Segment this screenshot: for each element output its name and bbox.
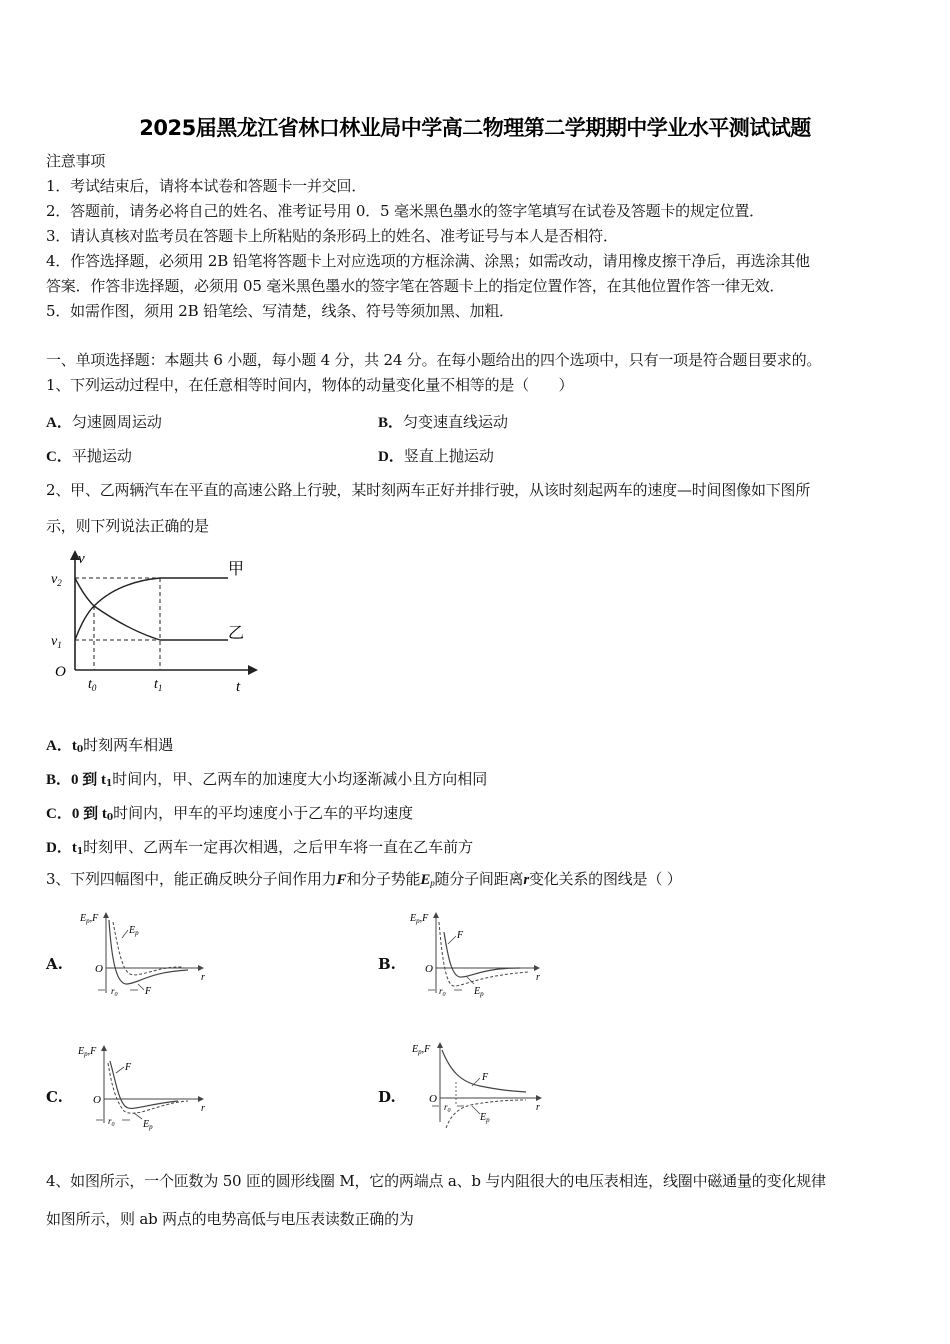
svg-text:Ep: $E_p$: [129, 925, 139, 937]
option-label: B．: [46, 772, 72, 788]
option-label: C．: [46, 449, 72, 465]
svg-text:t1: $t_1$: [154, 677, 163, 693]
notice-item-1: 1．考试结束后，请将本试卷和答题卡一并交回．: [46, 177, 367, 195]
option-text: 竖直上抛运动: [403, 447, 494, 465]
svg-text:r: r: [536, 972, 540, 983]
notice-item-4: 4．作答选择题，必须用 2B 铅笔将答题卡上对应选项的方框涂满、涂黑；如需改动，请用橡皮擦干净后，再选涂其他: [46, 252, 810, 270]
svg-text:O: O: [425, 963, 433, 975]
svg-text:O: O: [93, 1094, 101, 1106]
svg-text:r0: $r_0$: [111, 986, 118, 998]
curve-label-yi: 乙: [228, 625, 245, 642]
option-label: A．: [46, 415, 72, 431]
question-2-stem-line1: 2、甲、乙两辆汽车在平直的高速公路上行驶，某时刻两车正好并排行驶，从该时刻起两车的速度—时间图像如下图所: [46, 481, 811, 499]
q3-option-d[interactable]: D.: [378, 1088, 396, 1106]
svg-text:t0: $t_0$: [88, 677, 97, 693]
option-var: 0 到 t: [71, 806, 107, 822]
svg-text:Ep,F: $E_p,F$: [412, 1044, 431, 1056]
q2-option-d[interactable]: [46, 836, 473, 857]
option-label: D．: [46, 840, 72, 856]
svg-text:F: F: [457, 930, 464, 941]
svg-text:r: r: [536, 1102, 540, 1113]
q3-option-c[interactable]: C.: [46, 1088, 63, 1106]
q1-option-d[interactable]: [378, 445, 494, 466]
option-var-sub: 1: [106, 779, 113, 789]
question-1-stem: 1、下列运动过程中，在任意相等时间内，物体的动量变化量不相等的是（ ）: [46, 376, 574, 394]
option-label: B．: [378, 415, 404, 431]
q2-option-b[interactable]: [46, 768, 487, 789]
notice-heading: 注意事项: [46, 152, 106, 170]
option-text: 时刻甲、乙两车一定再次相遇，之后甲车将一直在乙车前方: [83, 838, 474, 856]
option-var: t: [71, 738, 77, 754]
svg-text:Ep: $E_p$: [480, 1112, 490, 1124]
notice-item-4-cont: 答案．作答非选择题，必须用 05 毫米黑色墨水的签字笔在答题卡上的指定位置作答，在其他位置作答一律无效．: [46, 277, 785, 295]
q1-option-c[interactable]: [46, 445, 132, 466]
x-axis-label: t: [236, 679, 241, 693]
option-text: 时间内，甲车的平均速度小于乙车的平均速度: [113, 804, 414, 822]
svg-text:r: r: [201, 1103, 205, 1114]
velocity-time-graph: [48, 548, 258, 693]
section-heading: 一、单项选择题：本题共 6 小题，每小题 4 分，共 24 分。在每小题给出的四个选项中，只有一项是符合题目要求的。: [46, 351, 822, 369]
svg-text:F: F: [125, 1062, 132, 1073]
svg-text:r: r: [201, 972, 205, 983]
graph-option-c: [78, 1043, 208, 1133]
notice-item-2: 2．答题前，请务必将自己的姓名、准考证号用 0．5 毫米黑色墨水的签字笔填写在试卷及答题卡的规定位置．: [46, 202, 764, 220]
q2-option-c[interactable]: [46, 802, 413, 823]
option-label: C．: [46, 806, 72, 822]
option-var-sub: 0: [106, 813, 114, 823]
option-text: 时间内，甲、乙两车的加速度大小均逐渐减小且方向相同: [112, 770, 488, 788]
q2-option-a[interactable]: [46, 734, 173, 755]
origin-label: O: [55, 664, 66, 680]
svg-text:r0: $r_0$: [108, 1116, 115, 1128]
svg-text:O: O: [429, 1093, 437, 1105]
graph-option-a: [78, 908, 208, 998]
option-var: t: [71, 840, 77, 856]
svg-text:O: O: [95, 963, 103, 975]
svg-text:Ep: $E_p$: [474, 986, 484, 998]
q1-option-a[interactable]: [46, 411, 162, 432]
svg-text:Ep,F: $E_p,F$: [78, 1046, 97, 1058]
svg-text:F: F: [145, 986, 152, 997]
svg-text:Ep: $E_p$: [143, 1119, 153, 1131]
svg-text:Ep,F: $E_p,F$: [80, 913, 99, 925]
document-title: 2025届黑龙江省林口林业局中学高二物理第二学期期中学业水平测试试题: [139, 116, 811, 140]
svg-text:F: F: [482, 1072, 489, 1083]
svg-text:Ep,F: $E_p,F$: [410, 913, 429, 925]
option-label: D．: [378, 449, 404, 465]
svg-text:v2: $v_2$: [51, 572, 62, 588]
option-text: 匀速圆周运动: [71, 413, 162, 431]
graph-option-d: [410, 1040, 545, 1135]
option-var: 0 到 t: [71, 772, 107, 788]
option-label: A．: [46, 738, 72, 754]
y-axis-label: v: [78, 551, 85, 567]
option-text: 时刻两车相遇: [83, 736, 174, 754]
svg-text:r0: $r_0$: [439, 986, 446, 998]
q3-option-b[interactable]: B.: [378, 955, 396, 973]
notice-item-5: 5．如需作图，须用 2B 铅笔绘、写清楚，线条、符号等须加黑、加粗．: [46, 302, 514, 320]
svg-text:v1: $v_1$: [51, 634, 62, 650]
q3-option-a[interactable]: A.: [46, 955, 63, 973]
option-var-sub: 1: [76, 847, 84, 857]
notice-item-3: 3．请认真核对监考员在答题卡上所粘贴的条形码上的姓名、准考证号与本人是否相符．: [46, 227, 618, 245]
curve-label-jia: 甲: [228, 561, 245, 578]
question-2-stem-line2: 示，则下列说法正确的是: [46, 517, 209, 535]
svg-text:r0: $r_0$: [444, 1102, 451, 1114]
question-4-stem-line2: 如图所示，则 ab 两点的电势高低与电压表读数正确的为: [46, 1210, 414, 1228]
option-var-sub: 0: [76, 745, 84, 755]
graph-option-b: [408, 908, 543, 998]
question-3-stem: 3、下列四幅图中，能正确反映分子间作用力F和分子势能$E_p$随分子间距离r变化关系的图线是（ ）: [46, 870, 682, 888]
question-4-stem-line1: 4、如图所示，一个匝数为 50 匝的圆形线圈 M，它的两端点 a、b 与内阻很大的电压表相连，线圈中磁通量的变化规律: [46, 1172, 826, 1190]
option-text: 平抛运动: [71, 447, 132, 465]
q1-option-b[interactable]: [378, 411, 508, 432]
option-text: 匀变速直线运动: [403, 413, 509, 431]
